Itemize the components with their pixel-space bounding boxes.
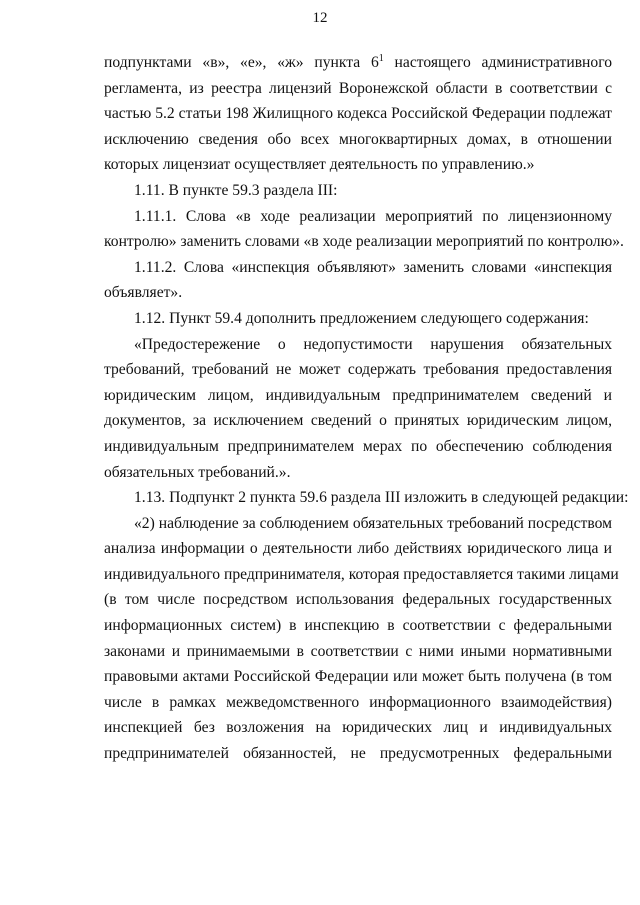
text-line: «2) наблюдение за соблюдением обязательных требований посредством (134, 514, 612, 532)
paragraph-heading: 1.12. Пункт 59.4 дополнить предложением следующего содержания: (134, 309, 589, 327)
text-line: инспекцией без возложения на юридических лиц и индивидуальных (104, 719, 612, 737)
text-line: регламента, из реестра лицензий Воронежской области в соответствии с (104, 79, 612, 97)
paragraph-heading: 1.13. Подпункт 2 пункта 59.6 раздела III изложить в следующей редакции: (134, 489, 629, 507)
text-line: обязательных требований.». (104, 463, 291, 481)
text-line: «Предостережение о недопустимости нарушения обязательных (134, 335, 612, 353)
text-line: информационных систем) в инспекцию в соответствии с федеральными (104, 617, 612, 635)
text-line: объявляет». (104, 284, 183, 302)
text-line: исключению сведения обо всех многоквартирных домах, в отношении (104, 130, 612, 148)
paragraph-heading: 1.11. В пункте 59.3 раздела III: (134, 181, 338, 199)
text-line: (в том числе посредством использования федеральных государственных (104, 591, 612, 609)
superscript: 1 (378, 52, 384, 64)
text-line: которых лицензиат осуществляет деятельность по управлению.» (104, 156, 535, 174)
text-line: индивидуальным предпринимателем мерах по обеспечению соблюдения (104, 437, 612, 455)
document-body (104, 50, 629, 767)
text-line (104, 50, 612, 76)
text-line: требований, требований не может содержать требования предоставления (104, 361, 612, 379)
text-line: законами и принимаемыми в соответствии с ними иными нормативными (104, 642, 612, 660)
text-segment: подпунктами «в», «е», «ж» пункта 6 (104, 54, 379, 71)
text-line: анализа информации о деятельности либо действиях юридического лица и (104, 540, 612, 558)
text-line: контролю» заменить словами «в ходе реализации мероприятий по контролю». (104, 233, 624, 251)
text-line: предпринимателей обязанностей, не предусмотренных федеральными (104, 745, 612, 763)
text-line: юридическим лицом, индивидуальным предпринимателем сведений и (104, 386, 612, 404)
page-number: 12 (312, 10, 328, 26)
text-line: 1.11.1. Слова «в ходе реализации мероприятий по лицензионному (134, 207, 612, 225)
text-line: 1.11.2. Слова «инспекция объявляют» заменить словами «инспекция (134, 258, 612, 276)
text-line: документов, за исключением сведений о принятых юридическим лицом, (104, 412, 612, 430)
text-segment: настоящего административного (383, 54, 613, 71)
text-line: частью 5.2 статьи 198 Жилищного кодекса Российской Федерации подлежат (104, 105, 612, 123)
text-line: правовыми актами Российской Федерации или может быть получена (в том (104, 668, 612, 686)
text-line: индивидуального предпринимателя, которая предоставляется такими лицами (104, 565, 619, 583)
text-line: числе в рамках межведомственного информационного взаимодействия) (104, 693, 612, 711)
